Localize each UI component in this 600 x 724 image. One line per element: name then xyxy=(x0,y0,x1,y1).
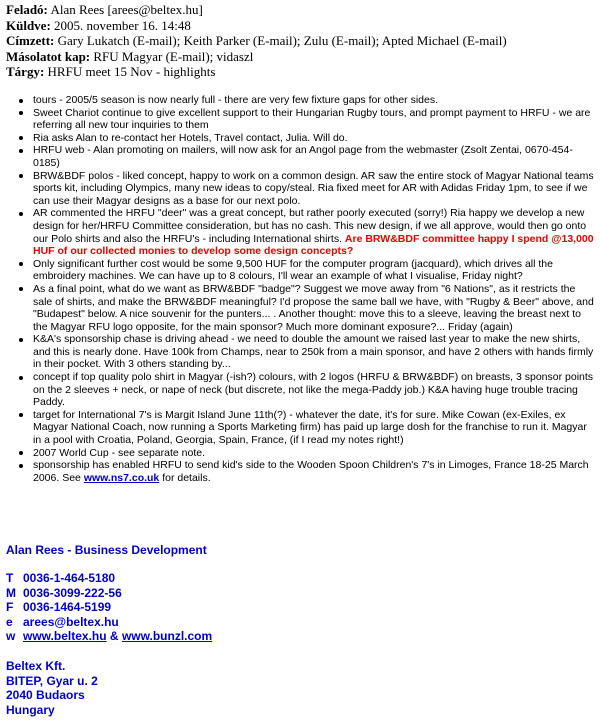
signature-name: Alan Rees - Business Development xyxy=(6,543,207,557)
list-item xyxy=(10,207,595,257)
cc-label: Másolatot kap: xyxy=(6,48,91,64)
company-name: Beltex Kft. xyxy=(6,659,66,673)
list-item-text: Sweet Chariot continue to give excellent support to their Hungarian Rugby tours, and prompt payment to HRFU - we are referring all new tour inquiries to them xyxy=(33,106,591,132)
mobile-value: 0036-3099-222-56 xyxy=(23,585,122,600)
list-item-text: BRW&BDF polos - liked concept, happy to work on a common design. AR saw the entire stock of Magyar National teams sports kit, including Olympics, many new ideas to copy/steal. Ria fixed meet for AR with Adidas Friday 1pm, to see if we can use their Magyar designs as a base for our next polo. xyxy=(33,169,594,207)
bunzl-link[interactable]: www.bunzl.com xyxy=(121,629,213,643)
list-item xyxy=(10,144,595,169)
web-amp: & xyxy=(109,629,119,643)
list-item xyxy=(10,107,595,132)
cc-row xyxy=(6,49,507,65)
from-label: Feladó: xyxy=(6,2,48,17)
list-item-text: K&A's sponsorship chase is driving ahead - we need to double the amount we raised last year to make the new shirts, and this is nearly done. Have 100k from Champs, near to 250k from a main sponsor, and have 2 others with hands firmly in their pocket. With 3 others standing by... xyxy=(33,333,594,371)
list-item xyxy=(10,94,595,107)
sent-row xyxy=(6,18,507,34)
address-street: BITEP, Gyar u. 2 xyxy=(6,673,98,688)
fax-value: 0036-1464-5199 xyxy=(23,600,112,614)
phone-row xyxy=(6,571,212,586)
email-key: e xyxy=(6,614,13,629)
from-value: Alan Rees [arees@beltex.hu] xyxy=(50,2,203,17)
list-item-text: HRFU web - Alan promoting on mailers, will now ask for an Angol page from the webmaster (Zsolt Zentai, 0670-454-0185) xyxy=(33,144,573,169)
list-item-text: target for International 7's is Margit Island June 11th(?) - whatever the date, it's for sure. Mike Cowan (ex-Exiles, ex Magyar National Coach, now running a Sports Marketing firm) has paid up large dosh for the franchise to run it. Magyar in a pool with Croatia, Poland, Georgia, Spain, France, (if I read my notes right!) xyxy=(33,408,587,447)
address-country: Hungary xyxy=(6,702,55,717)
list-item-text: tours - 2005/5 season is now nearly full - there are very few fixture gaps for other sides. xyxy=(33,94,439,106)
email-row xyxy=(6,615,212,630)
from-row xyxy=(6,2,507,18)
list-item-text: concept if top quality polo shirt in Magyar (-ish?) colours, with 2 logos (HRFU & BRW&BDF) on breasts, 3 sponsor points on the 2 sleeves + neck, or nape of neck (but discrete, not like the mega-Paddy job.) K&A having huge trouble tracing Paddy. xyxy=(33,371,594,409)
email-header xyxy=(6,2,507,80)
mobile-key: M xyxy=(6,585,16,600)
email-value: arees@beltex.hu xyxy=(23,614,119,629)
highlights-list xyxy=(10,94,595,484)
to-value: Gary Lukatch (E-mail); Keith Parker (E-mail); Zulu (E-mail); Apted Michael (E-mail) xyxy=(57,33,507,48)
ns7-link[interactable]: www.ns7.co.uk xyxy=(83,471,160,484)
beltex-link[interactable]: www.beltex.hu xyxy=(23,629,107,643)
list-item xyxy=(10,258,595,283)
subject-row xyxy=(6,64,507,80)
fax-row xyxy=(6,600,212,615)
address-city: 2040 Budaors xyxy=(6,688,85,702)
subject-value: HRFU meet 15 Nov - highlights xyxy=(47,64,216,79)
signature-contacts xyxy=(6,571,212,644)
list-item xyxy=(10,409,595,447)
list-item xyxy=(10,371,595,409)
fax-key: F xyxy=(6,600,14,614)
to-row xyxy=(6,33,507,49)
sent-label: Küldve: xyxy=(6,17,51,33)
web-key: w xyxy=(6,629,16,643)
list-item-tail: for details. xyxy=(162,471,211,484)
list-item-text: sponsorship has enabled HRFU to send kid's side to the Wooden Spoon Children's 7's in Limoges, France 18-25 March 2006. See xyxy=(33,459,589,484)
list-item-text: As a final point, what do we want as BRW&BDF "badge"? Suggest we move away from "6 Nations", as it restricts the sale of shirts, and make the BRW&BDF meaningful? I'd propose the same ball we have, with "Rugby & Beer" above, and "Budapest" below. A nice souvenir for the punters... . Another thought: move this to a sleeve, leaving the breast next to the Magyar RFU logo opposite, for the main sponsor? Much more dominant exposure?... Friday (again) xyxy=(33,282,594,333)
web-row xyxy=(6,629,212,644)
signature-address xyxy=(6,659,98,717)
list-item xyxy=(10,283,595,333)
phone-key: T xyxy=(6,571,14,585)
list-item xyxy=(10,170,595,208)
committee-question: Are BRW&BDF committee happy I spend @13,000 HUF of our collected monies to develop some design concepts? xyxy=(33,232,594,258)
list-item xyxy=(10,447,595,460)
to-label: Címzett: xyxy=(6,33,55,48)
phone-value: 0036-1-464-5180 xyxy=(23,571,116,585)
list-item xyxy=(10,459,595,484)
mobile-row xyxy=(6,586,212,601)
sent-value: 2005. november 16. 14:48 xyxy=(54,17,191,33)
cc-value: RFU Magyar (E-mail); vidaszl xyxy=(93,48,254,64)
list-item xyxy=(10,132,595,145)
list-item xyxy=(10,333,595,371)
list-item-text: Ria asks Alan to re-contact her Hotels, Travel contact, Julia. Will do. xyxy=(33,131,348,144)
list-item-text: AR commented the HRFU "deer" was a great concept, but rather poorly executed (sorry!) Ria happy we develop a new design for her/HRFU Committee consideration, but has no cash. This new design, if we all approve, would then go onto our Polo shirts and also the HRFU's - including International shirts. xyxy=(33,207,587,245)
list-item-text: 2007 World Cup - see separate note. xyxy=(33,446,205,459)
subject-label: Tárgy: xyxy=(6,64,45,79)
list-item-text: Only significant further cost would be some 9,500 HUF for the computer program (jacquard), which drives all the embroidery machines. We can have up to 8 colours, I'll wear an example of what I visualise, Friday night? xyxy=(33,257,553,283)
